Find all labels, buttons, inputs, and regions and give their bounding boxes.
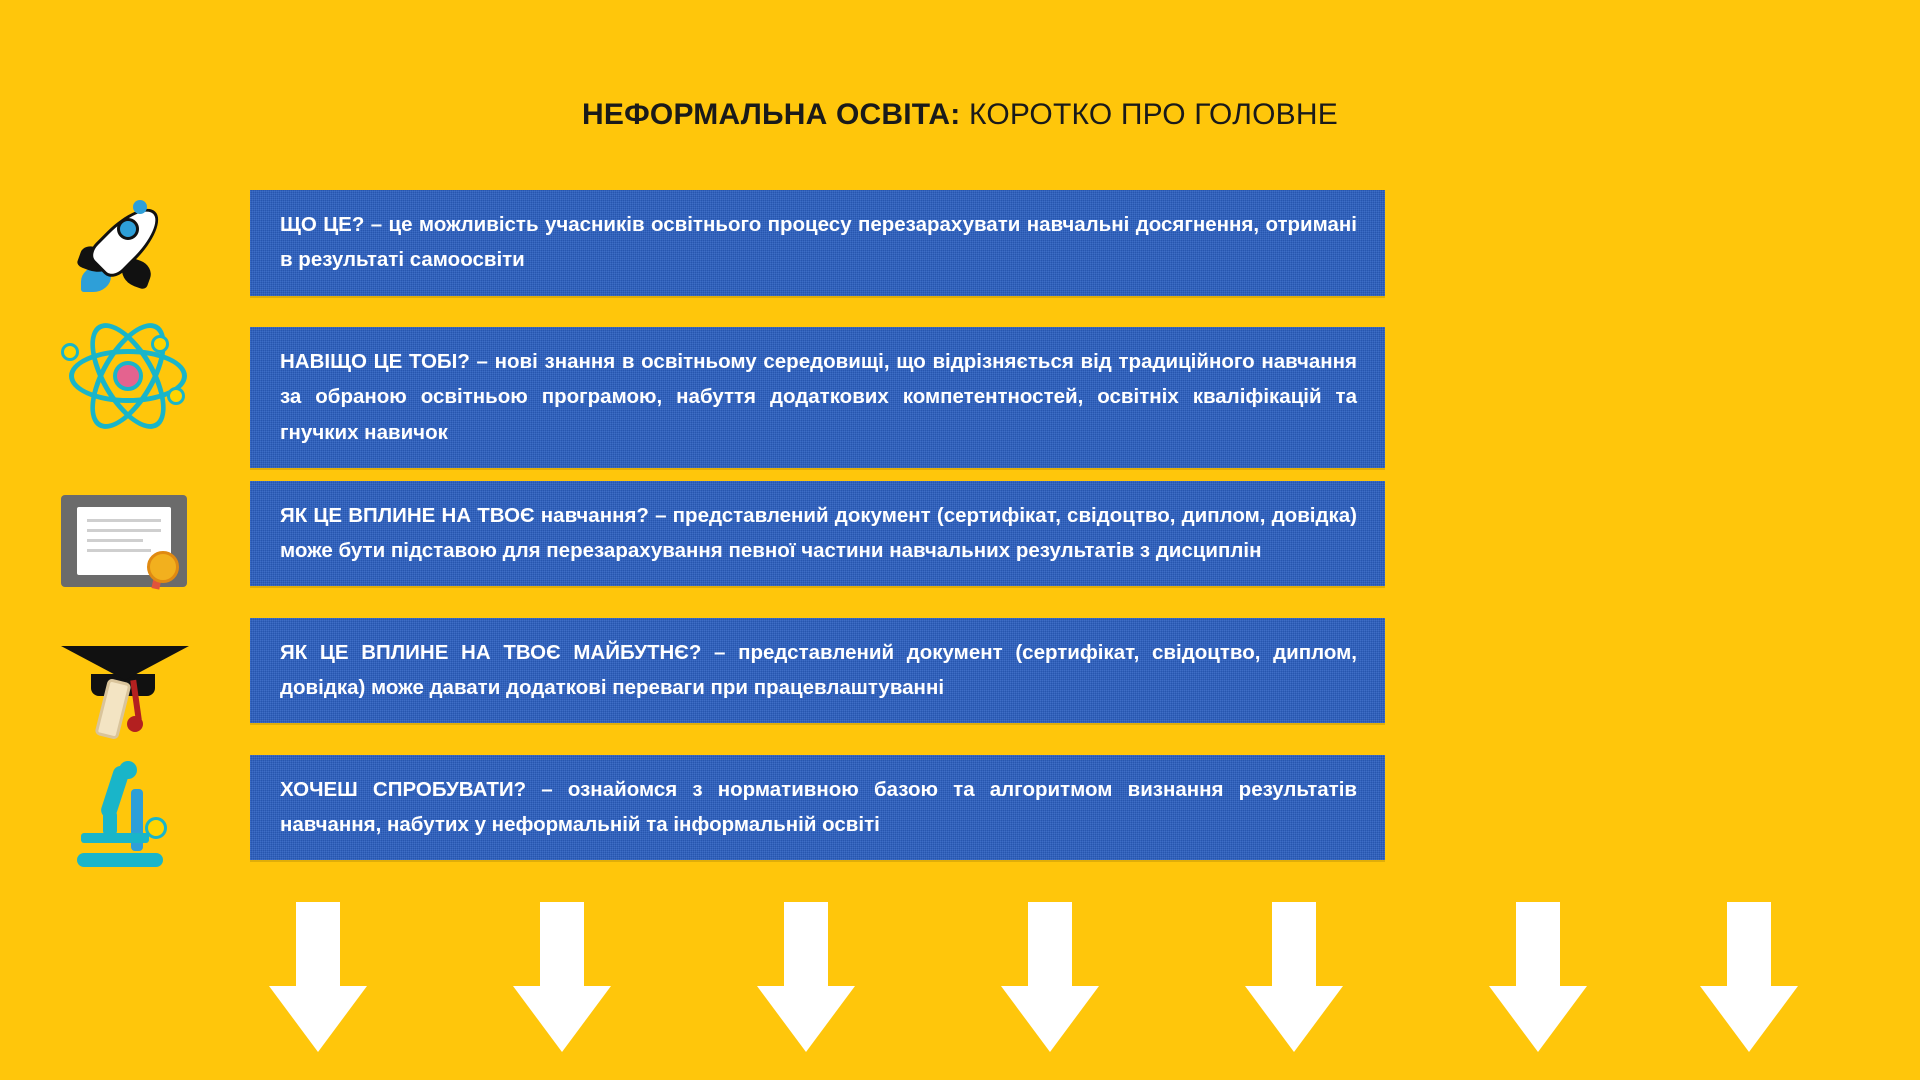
microscope-stage bbox=[81, 833, 149, 843]
info-bar-lead: ХОЧЕШ СПРОБУВАТИ? bbox=[280, 777, 527, 801]
certificate-text-line bbox=[87, 549, 151, 552]
info-bar-lead: ЯК ЦЕ ВПЛИНЕ НА ТВОЄ навчання? bbox=[280, 503, 649, 527]
info-bar bbox=[250, 190, 1385, 296]
page-title-rest: КОРОТКО ПРО ГОЛОВНЕ bbox=[960, 98, 1338, 131]
down-arrow bbox=[1245, 902, 1343, 1052]
arrow-stem bbox=[1028, 902, 1072, 988]
microscope-knob bbox=[145, 817, 167, 839]
arrow-head bbox=[1489, 986, 1587, 1052]
info-bar bbox=[250, 481, 1385, 587]
info-row bbox=[0, 618, 1920, 742]
info-bar-lead: ЯК ЦЕ ВПЛИНЕ НА ТВОЄ МАЙБУТНЄ? bbox=[280, 640, 702, 664]
cap-tassel-end bbox=[127, 716, 143, 732]
info-bar bbox=[250, 755, 1385, 861]
icon-cell bbox=[0, 190, 250, 314]
info-bar-body: – нові знання в освітньому середовищі, що відрізняється від традиційного навчання за обраною освітньою програмою, набуття додаткових компетентностей, освітніх кваліфікацій та гнучких навичок bbox=[280, 350, 1357, 444]
cap-mortarboard bbox=[61, 646, 189, 680]
arrow-stem bbox=[784, 902, 828, 988]
rocket-nose bbox=[133, 200, 147, 214]
down-arrow bbox=[1489, 902, 1587, 1052]
info-bar-body: – представлений документ (сертифікат, свідоцтво, диплом, довідка) може давати додаткові переваги при працевлаштуванні bbox=[280, 640, 1357, 699]
arrow-stem bbox=[1516, 902, 1560, 988]
arrow-stem bbox=[1727, 902, 1771, 988]
certificate-seal bbox=[147, 551, 179, 583]
arrow-stem bbox=[296, 902, 340, 988]
icon-cell bbox=[0, 618, 250, 742]
icon-cell bbox=[0, 481, 250, 605]
info-row bbox=[0, 190, 1920, 314]
down-arrow bbox=[757, 902, 855, 1052]
info-bar bbox=[250, 327, 1385, 468]
arrow-head bbox=[513, 986, 611, 1052]
arrow-head bbox=[757, 986, 855, 1052]
arrow-stem bbox=[1272, 902, 1316, 988]
info-bar-body: – ознайомся з нормативною базою та алгоритмом визнання результатів навчання, набутих у неформальній та інформальній освіті bbox=[280, 777, 1358, 836]
certificate-icon bbox=[55, 485, 195, 605]
atom-nucleus bbox=[113, 361, 143, 391]
arrow-head bbox=[1700, 986, 1798, 1052]
info-bar bbox=[250, 618, 1385, 724]
atom-electron bbox=[61, 343, 79, 361]
certificate-text-line bbox=[87, 529, 161, 532]
arrow-head bbox=[1001, 986, 1099, 1052]
arrow-stem bbox=[540, 902, 584, 988]
microscope-eyepiece bbox=[119, 761, 137, 779]
atom-electron bbox=[167, 387, 185, 405]
page-title-strong: НЕФОРМАЛЬНА ОСВІТА: bbox=[582, 98, 961, 131]
down-arrow bbox=[513, 902, 611, 1052]
info-bar-lead: НАВІЩО ЦЕ ТОБІ? bbox=[280, 350, 470, 373]
arrow-head bbox=[1245, 986, 1343, 1052]
certificate-text-line bbox=[87, 539, 143, 542]
page-title bbox=[0, 98, 1920, 132]
microscope-lens bbox=[103, 811, 117, 835]
certificate-text-line bbox=[87, 519, 161, 522]
graduation-cap-icon bbox=[55, 622, 195, 742]
info-bar-body: – представлений документ (сертифікат, свідоцтво, диплом, довідка) може бути підставою для перезарахування певної частини навчальних результатів з дисциплін bbox=[280, 503, 1357, 562]
icon-cell bbox=[0, 327, 250, 451]
arrow-head bbox=[269, 986, 367, 1052]
atom-icon bbox=[55, 331, 195, 451]
info-row bbox=[0, 327, 1920, 468]
info-bar-lead: ЩО ЦЕ? bbox=[280, 213, 365, 236]
down-arrow bbox=[269, 902, 367, 1052]
atom-electron bbox=[151, 335, 169, 353]
info-bar-body: – це можливість учасників освітнього процесу перезарахувати навчальні досягнення, отримані в результаті самоосвіти bbox=[280, 213, 1358, 272]
down-arrow bbox=[1700, 902, 1798, 1052]
down-arrow bbox=[1001, 902, 1099, 1052]
arrow-strip bbox=[0, 850, 1920, 1080]
rocket-icon bbox=[55, 194, 195, 314]
info-rows bbox=[0, 190, 1920, 892]
info-row bbox=[0, 481, 1920, 605]
